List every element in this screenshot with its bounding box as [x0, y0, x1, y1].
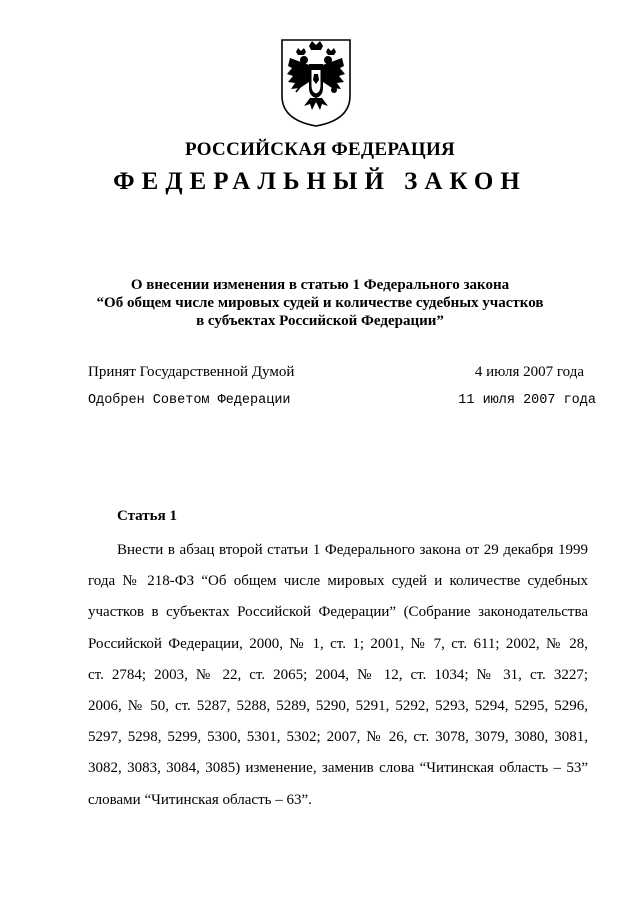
law-title-line: “Об общем числе мировых судей и количестве судебных участков [96, 295, 544, 311]
duma-adoption-date: 4 июля 2007 года [474, 364, 584, 380]
law-title [80, 276, 560, 330]
council-approval-row [88, 393, 596, 413]
article-heading: Статья 1 [117, 508, 177, 524]
council-approval-label: Одобрен Советом Федерации [88, 393, 291, 408]
council-approval-date: 11 июля 2007 года [458, 393, 596, 408]
article-text-line: Российской Федерации, 2000, № 1, ст. 1; 2001, № 7, ст. 611; 2002, № 28, [88, 635, 588, 652]
article-text-line: года № 218-ФЗ “Об общем числе мировых судей и количестве судебных [88, 573, 588, 590]
duma-adoption-row [88, 364, 596, 384]
article-text-line: Внести в абзац второй статьи 1 Федерального закона от 29 декабря 1999 [117, 542, 588, 558]
law-title-line: в субъектах Российской Федерации” [196, 313, 444, 329]
article-text [88, 540, 588, 821]
article-text-line: участков в субъектах Российской Федерации” (Собрание законодательства [88, 604, 588, 621]
article-text-line: словами “Читинская область – 63”. [88, 791, 312, 808]
article-text-line: 5297, 5298, 5299, 5300, 5301, 5302; 2007, № 26, ст. 3078, 3079, 3080, 3081, [88, 729, 588, 746]
law-title-line: О внесении изменения в статью 1 Федерального закона [130, 277, 510, 293]
country-heading: РОССИЙСКАЯ ФЕДЕРАЦИЯ [184, 139, 456, 160]
duma-adoption-label: Принят Государственной Думой [88, 364, 295, 380]
document-type-heading: ФЕДЕРАЛЬНЫЙ ЗАКОН [113, 168, 527, 195]
article-text-line: 2006, № 50, ст. 5287, 5288, 5289, 5290, 5291, 5292, 5293, 5294, 5295, 5296, [88, 697, 588, 714]
russian-coat-of-arms-icon [276, 36, 356, 128]
article-text-line: 3082, 3083, 3084, 3085) изменение, заменив слова “Читинская область – 53” [88, 760, 588, 777]
article-text-line: ст. 2784; 2003, № 22, ст. 2065; 2004, № 12, ст. 1034; № 31, ст. 3227; [88, 666, 588, 683]
